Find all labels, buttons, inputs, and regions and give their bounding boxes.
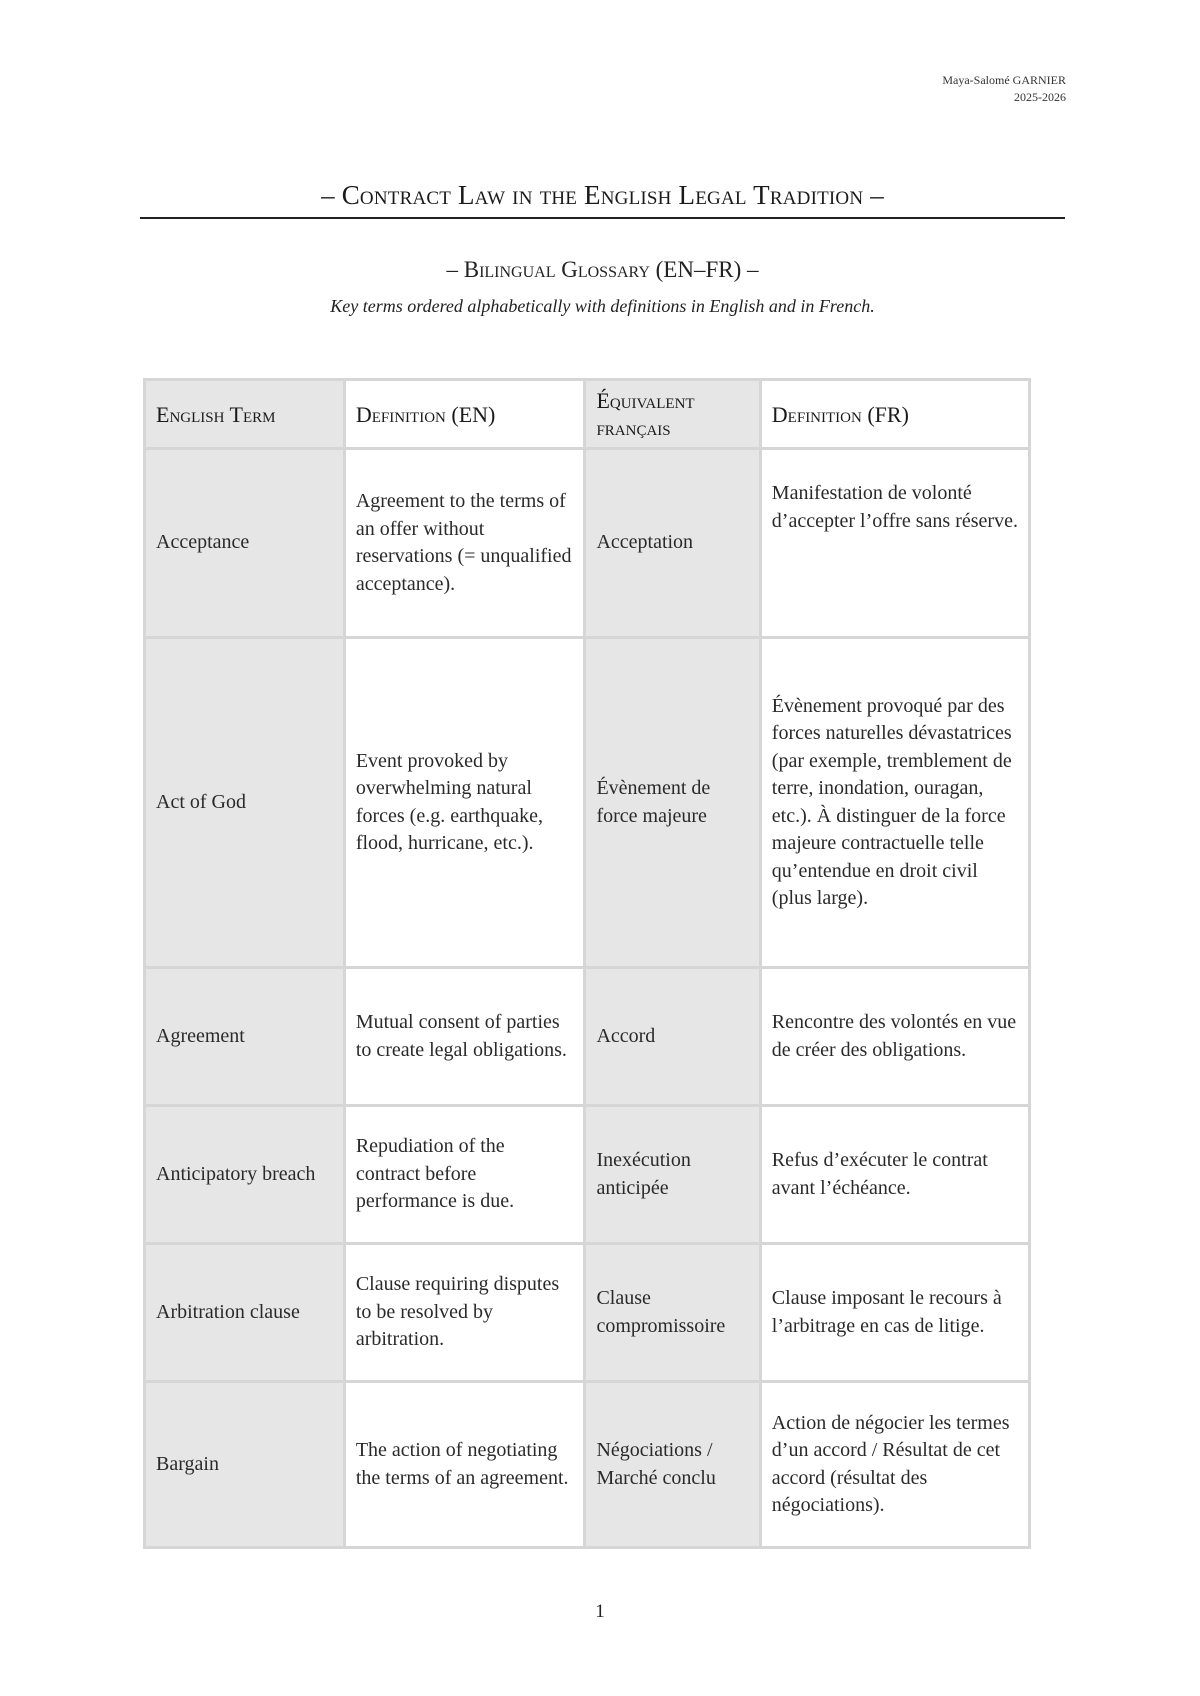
cell-term: Bargain xyxy=(145,1382,345,1548)
column-header-equivalent-fr: Équivalent français xyxy=(585,380,760,449)
cell-equivalent: Clause compromissoire xyxy=(585,1244,760,1382)
cell-equivalent: Acceptation xyxy=(585,449,760,638)
cell-definition-fr: Refus d’exécuter le contrat avant l’échéance. xyxy=(760,1106,1029,1244)
cell-term: Arbitration clause xyxy=(145,1244,345,1382)
cell-definition-en: Clause requiring disputes to be resolved by arbitration. xyxy=(344,1244,585,1382)
cell-equivalent: Évènement de force majeure xyxy=(585,638,760,968)
column-header-definition-en: Definition (EN) xyxy=(344,380,585,449)
author-name: Maya-Salomé GARNIER xyxy=(942,73,1066,87)
document-header xyxy=(942,72,1066,106)
cell-equivalent: Inexécution anticipée xyxy=(585,1106,760,1244)
document-title: – Contract Law in the English Legal Tradition – xyxy=(321,180,884,210)
table-row xyxy=(145,1382,1030,1548)
table-row xyxy=(145,1106,1030,1244)
cell-definition-en: Mutual consent of parties to create legal obligations. xyxy=(344,968,585,1106)
cell-definition-fr: Rencontre des volontés en vue de créer des obligations. xyxy=(760,968,1029,1106)
column-header-definition-fr: Definition (FR) xyxy=(760,380,1029,449)
table-row xyxy=(145,638,1030,968)
cell-definition-en: Event provoked by overwhelming natural forces (e.g. earthquake, flood, hurricane, etc.). xyxy=(344,638,585,968)
table-row xyxy=(145,1244,1030,1382)
cell-term: Anticipatory breach xyxy=(145,1106,345,1244)
cell-term: Agreement xyxy=(145,968,345,1106)
table-header-row xyxy=(145,380,1030,449)
title-underline xyxy=(140,217,1065,219)
column-header-english-term: English Term xyxy=(145,380,345,449)
glossary-intro: Key terms ordered alphabetically with definitions in English and in French. xyxy=(330,296,875,316)
cell-equivalent: Négociations / Marché conclu xyxy=(585,1382,760,1548)
glossary-subtitle: – Bilingual Glossary (EN–FR) – xyxy=(446,257,759,282)
page-number: 1 xyxy=(595,1601,605,1622)
table-row xyxy=(145,449,1030,638)
glossary-table xyxy=(143,378,1031,1549)
cell-term: Acceptance xyxy=(145,449,345,638)
cell-equivalent: Accord xyxy=(585,968,760,1106)
cell-definition-fr: Manifestation de volonté d’accepter l’offre sans réserve. xyxy=(760,449,1029,638)
cell-definition-en: The action of negotiating the terms of an agreement. xyxy=(344,1382,585,1548)
cell-definition-fr: Clause imposant le recours à l’arbitrage en cas de litige. xyxy=(760,1244,1029,1382)
cell-definition-fr: Évènement provoqué par des forces naturelles dévastatrices (par exemple, tremblement de terre, inondation, ouragan, etc.). À distinguer de la force majeure contractuelle telle qu’entendue en droit civil (plus large). xyxy=(760,638,1029,968)
cell-term: Act of God xyxy=(145,638,345,968)
cell-definition-en: Agreement to the terms of an offer without reservations (= unqualified acceptance). xyxy=(344,449,585,638)
academic-year: 2025-2026 xyxy=(1014,90,1066,104)
table-row xyxy=(145,968,1030,1106)
cell-definition-en: Repudiation of the contract before performance is due. xyxy=(344,1106,585,1244)
cell-definition-fr: Action de négocier les termes d’un accord / Résultat de cet accord (résultat des négociations). xyxy=(760,1382,1029,1548)
